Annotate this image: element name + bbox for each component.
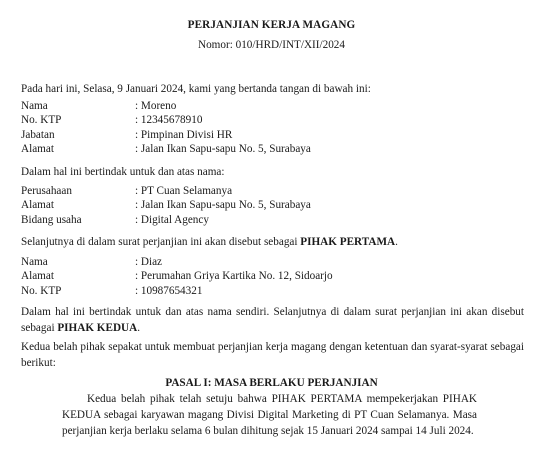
party1-label-alamat: Alamat	[21, 143, 54, 155]
company-label-address: Alamat	[21, 199, 54, 211]
party1-label-ktp: No. KTP	[21, 114, 62, 126]
company-value-field: : Digital Agency	[135, 214, 209, 226]
party1-label-nama: Nama	[21, 100, 48, 112]
party2-value-alamat: : Perumahan Griya Kartika No. 12, Sidoarjo	[135, 270, 333, 282]
pihak-kedua-text: Dalam hal ini bertindak untuk dan atas nama sendiri. Selanjutnya di dalam surat perjanjian ini akan disebut sebagai	[21, 306, 524, 335]
party2-value-ktp: : 10987654321	[135, 285, 203, 297]
document-number: Nomor: 010/HRD/INT/XII/2024	[198, 39, 345, 51]
party2-value-nama: : Diaz	[135, 256, 163, 268]
party1-value-jabatan: : Pimpinan Divisi HR	[135, 129, 233, 141]
section-1-body: Kedua belah pihak telah setuju bahwa PIHAK PERTAMA mempekerjakan PIHAK KEDUA sebagai karyawan magang Divisi Digital Marketing di PT Cuan Selamanya. Masa perjanjian kerja berlaku selama 6 bulan dihitung sejak 15 Januari 2024 sampai 14 Juli 2024.	[62, 393, 477, 437]
company-value-address: : Jalan Ikan Sapu-sapu No. 5, Surabaya	[135, 199, 311, 211]
party1-value-alamat: : Jalan Ikan Sapu-sapu No. 5, Surabaya	[135, 143, 311, 155]
party1-value-nama: : Moreno	[135, 100, 177, 112]
pihak-kedua-end: .	[137, 322, 141, 335]
company-label-name: Perusahaan	[21, 185, 72, 197]
company-label-field: Bidang usaha	[21, 214, 82, 226]
party2-label-ktp: No. KTP	[21, 285, 62, 297]
party1-label-jabatan: Jabatan	[21, 129, 55, 141]
pihak-kedua-paragraph	[21, 304, 524, 336]
document-title: PERJANJIAN KERJA MAGANG	[187, 19, 356, 31]
section-1-title: PASAL I: MASA BERLAKU PERJANJIAN	[165, 377, 378, 389]
agreement-paragraph: Kedua belah pihak sepakat untuk membuat perjanjian kerja magang dengan ketentuan dan syarat-syarat sebagai berikut:	[21, 341, 524, 370]
company-value-name: : PT Cuan Selamanya	[135, 185, 233, 197]
pihak-pertama-end: .	[395, 236, 398, 248]
party2-label-alamat: Alamat	[21, 270, 54, 282]
pihak-pertama-text: Selanjutnya di dalam surat perjanjian ini akan disebut sebagai	[21, 236, 301, 248]
acting-intro: Dalam hal ini bertindak untuk dan atas nama:	[21, 166, 225, 178]
pihak-pertama-bold: PIHAK PERTAMA	[300, 236, 396, 248]
intro-paragraph: Pada hari ini, Selasa, 9 Januari 2024, kami yang bertanda tangan di bawah ini:	[21, 83, 371, 95]
party1-value-ktp: : 12345678910	[135, 114, 203, 126]
party2-label-nama: Nama	[21, 256, 48, 268]
pihak-pertama-paragraph	[21, 235, 524, 250]
pihak-kedua-bold: PIHAK KEDUA	[57, 322, 138, 335]
